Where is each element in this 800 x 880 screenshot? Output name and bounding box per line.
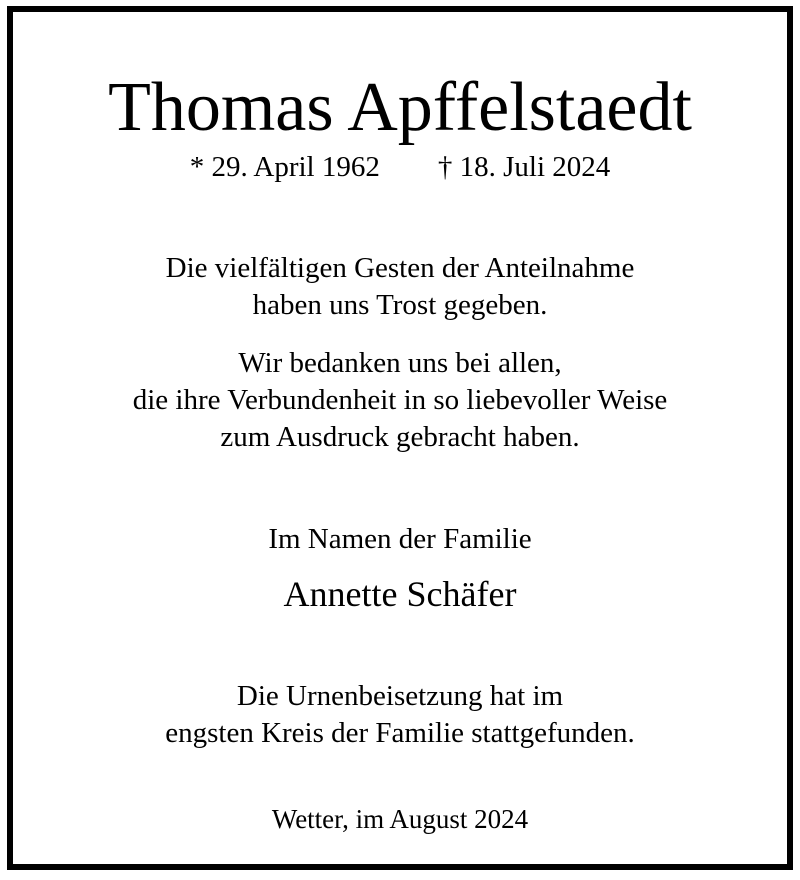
- death-date: † 18. Juli 2024: [437, 151, 611, 183]
- life-dates: [13, 149, 787, 185]
- thanks-line-2: haben uns Trost gegeben.: [252, 289, 548, 321]
- thanks-line-1: Die vielfältigen Gesten der Anteilnahme: [165, 252, 635, 284]
- gratitude-line-2: die ihre Verbundenheit in so liebevoller Weise: [132, 384, 668, 416]
- deceased-name: Thomas Apffelstaedt: [108, 69, 692, 146]
- signer-name: Annette Schäfer: [283, 574, 517, 614]
- place-and-date: Wetter, im August 2024: [271, 804, 529, 834]
- burial-line-2: engsten Kreis der Familie stattgefunden.: [165, 717, 635, 749]
- obituary-notice-frame: [7, 6, 793, 870]
- gratitude-line-3: zum Ausdruck gebracht haben.: [220, 421, 580, 453]
- birth-date: * 29. April 1962: [189, 151, 380, 183]
- burial-line-1: Die Urnenbeisetzung hat im: [236, 680, 564, 712]
- gratitude-line-1: Wir bedanken uns bei allen,: [238, 347, 562, 379]
- on-behalf-of-family: Im Namen der Familie: [268, 523, 532, 555]
